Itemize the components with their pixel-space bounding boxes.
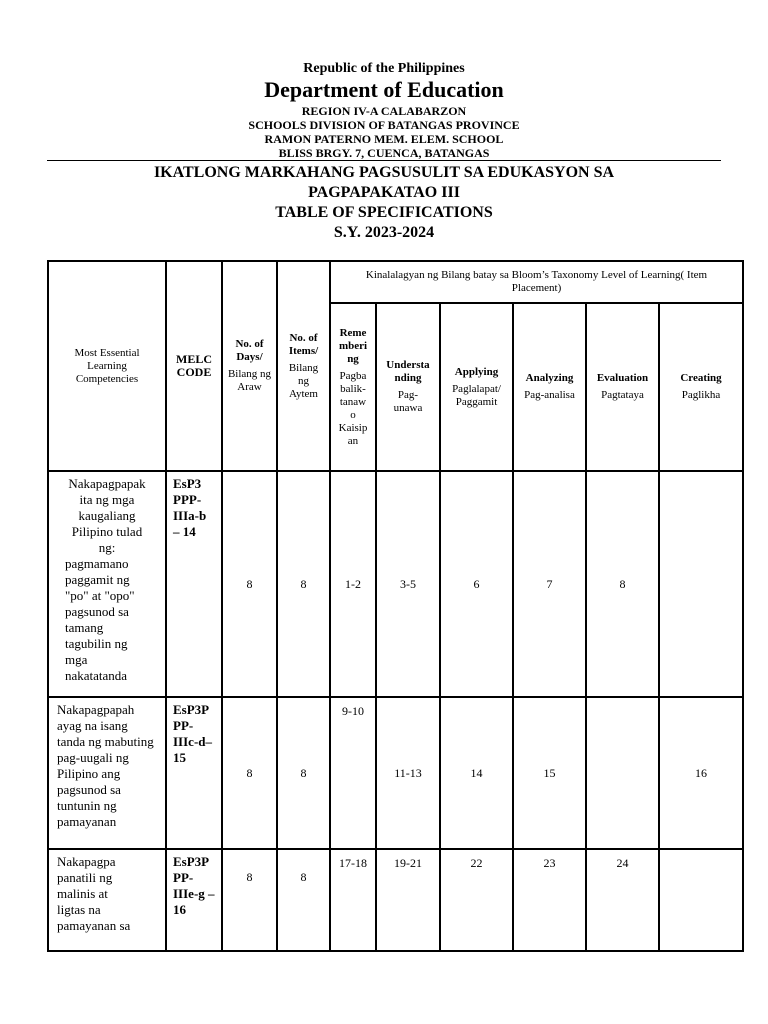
- understanding-cell: 3-5: [376, 471, 440, 697]
- table-row: [48, 697, 743, 849]
- title-line-3: TABLE OF SPECIFICATIONS: [275, 204, 493, 221]
- evaluation-cell: 24: [586, 849, 659, 951]
- analyzing-cell: 7: [513, 471, 586, 697]
- header-melc-code: MELC CODE: [166, 261, 222, 471]
- header-days: No. of Days/ Bilang ng Araw: [222, 261, 277, 471]
- melc-code-cell: EsP3P PP-IIIe-g – 16: [166, 849, 222, 951]
- document-title: [0, 163, 768, 243]
- header-remembering: Reme mberi ng Pagba balik-tanaw o Kaisip an: [330, 303, 376, 471]
- competency-cell: Nakapagpapah ayag na isang tanda ng mabuting pag-uugali ng Pilipino ang pagsunod sa tuntunin ng pamayanan: [48, 697, 166, 849]
- title-line-4: S.Y. 2023-2024: [333, 224, 435, 241]
- header-understanding: Understa nding Pag-unawa: [376, 303, 440, 471]
- melc-code-cell: EsP3P PP-IIIc-d– 15: [166, 697, 222, 849]
- header-applying: Applying Paglalapat/ Paggamit: [440, 303, 513, 471]
- header-analyzing: Analyzing Pag-analisa: [513, 303, 586, 471]
- items-cell: 8: [277, 471, 330, 697]
- creating-cell: [659, 471, 743, 697]
- table-row: [48, 471, 743, 697]
- analyzing-cell: 23: [513, 849, 586, 951]
- remembering-cell: 17-18: [330, 849, 376, 951]
- header-items: No. of Items/ Bilang ng Aytem: [277, 261, 330, 471]
- days-cell: 8: [222, 697, 277, 849]
- melc-code-cell: EsP3 PPP-IIIa-b – 14: [166, 471, 222, 697]
- applying-cell: 6: [440, 471, 513, 697]
- evaluation-cell: [586, 697, 659, 849]
- applying-cell: 14: [440, 697, 513, 849]
- items-cell: 8: [277, 849, 330, 951]
- analyzing-cell: 15: [513, 697, 586, 849]
- days-cell: 8: [222, 471, 277, 697]
- address-line: BLISS BRGY. 7, CUENCA, BATANGAS: [278, 146, 490, 160]
- remembering-cell: 9-10: [330, 697, 376, 849]
- header-blooms-taxonomy: Kinalalagyan ng Bilang batay sa Bloom’s Taxonomy Level of Learning( Item Placement): [330, 261, 743, 303]
- header-divider: [47, 160, 721, 161]
- understanding-cell: 19-21: [376, 849, 440, 951]
- applying-cell: 22: [440, 849, 513, 951]
- region-line: REGION IV-A CALABARZON: [301, 104, 467, 118]
- header-competencies: Most Essential Learning Competencies: [48, 261, 166, 471]
- header-creating: Creating Paglikha: [659, 303, 743, 471]
- department-title: Department of Education: [264, 77, 504, 102]
- competency-cell: Nakapagpa panatili ng malinis at ligtas na pamayanan sa: [48, 849, 166, 951]
- title-line-2: PAGPAPAKATAO III: [308, 184, 460, 201]
- creating-cell: [659, 849, 743, 951]
- remembering-cell: 1-2: [330, 471, 376, 697]
- document-header: [0, 62, 768, 160]
- days-cell: 8: [222, 849, 277, 951]
- items-cell: 8: [277, 697, 330, 849]
- table-row: [48, 849, 743, 951]
- creating-cell: 16: [659, 697, 743, 849]
- evaluation-cell: 8: [586, 471, 659, 697]
- specifications-table: [47, 260, 744, 952]
- header-evaluation: Evaluation Pagtataya: [586, 303, 659, 471]
- title-line-1: IKATLONG MARKAHANG PAGSUSULIT SA EDUKASYON SA: [153, 164, 615, 181]
- school-line: RAMON PATERNO MEM. ELEM. SCHOOL: [264, 132, 504, 146]
- division-line: SCHOOLS DIVISION OF BATANGAS PROVINCE: [248, 118, 520, 132]
- republic-line: Republic of the Philippines: [303, 61, 465, 76]
- competency-cell: Nakapagpapak ita ng mga kaugaliang Pilipino tulad ng: pagmamano paggamit ng "po" at "opo" pagsunod sa tamang tagubilin ng mga nakatatanda: [48, 471, 166, 697]
- understanding-cell: 11-13: [376, 697, 440, 849]
